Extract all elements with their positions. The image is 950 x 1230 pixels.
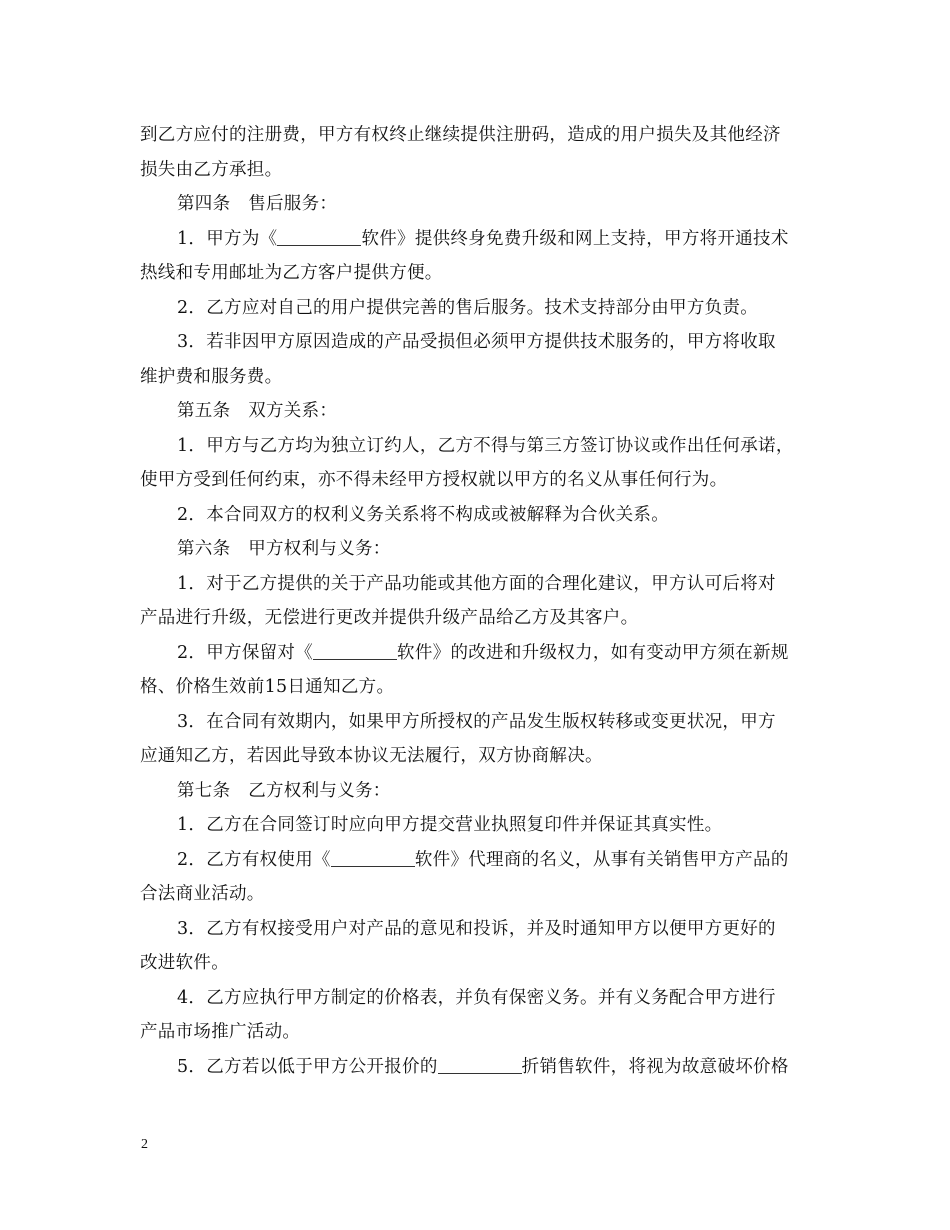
paragraph-line: 改进软件。 bbox=[140, 953, 229, 973]
paragraph-line: 3．若非因甲方原因造成的产品受损但必须甲方提供技术服务的，甲方将收取 bbox=[177, 332, 776, 352]
paragraph-line: 3．乙方有权接受用户对产品的意见和投诉，并及时通知甲方以便甲方更好的 bbox=[177, 918, 776, 939]
paragraph-line: 5．乙方若以低于甲方公开报价的 折销售软件，将视为故意破坏价格 bbox=[140, 1050, 820, 1085]
paragraph-line: 产品进行升级，无偿进行更改并提供升级产品给乙方及其客户。 bbox=[140, 608, 639, 628]
paragraph-line: 4．乙方应执行甲方制定的价格表，并负有保密义务。并有义务配合甲方进行 bbox=[177, 987, 776, 1008]
paragraph-line: 产品市场推广活动。 bbox=[140, 1022, 301, 1042]
paragraph-line: 2．本合同双方的权利义务关系将不构成或被解释为合伙关系。 bbox=[177, 504, 670, 525]
paragraph-line: 2．乙方有权使用《 软件》代理商的名义，从事有关销售甲方产品的 bbox=[140, 843, 820, 878]
fill-in-blank bbox=[313, 639, 397, 660]
paragraph-line: 1．乙方在合同签订时应向甲方提交营业执照复印件并保证其真实性。 bbox=[177, 815, 723, 835]
fill-in-blank bbox=[438, 1053, 522, 1074]
paragraph-line: 热线和专用邮址为乙方客户提供方便。 bbox=[140, 263, 443, 283]
paragraph-line: 损失由乙方承担。 bbox=[140, 159, 283, 180]
fill-in-blank bbox=[331, 846, 415, 867]
paragraph-line: 维护费和服务费。 bbox=[140, 366, 283, 387]
page-body bbox=[140, 118, 820, 1084]
paragraph-line: 使甲方受到任何约束，亦不得未经甲方授权就以甲方的名义从事任何行为。 bbox=[140, 470, 728, 490]
paragraph-line: 1．甲方为《 软件》提供终身免费升级和网上支持，甲方将开通技术 bbox=[140, 222, 820, 257]
paragraph-line: 2．乙方应对自己的用户提供完善的售后服务。技术支持部分由甲方负责。 bbox=[177, 297, 759, 318]
article-heading: 第六条 甲方权利与义务： bbox=[177, 539, 391, 559]
paragraph-line: 应通知乙方，若因此导致本协议无法履行，双方协商解决。 bbox=[140, 746, 603, 766]
paragraph-line: 合法商业活动。 bbox=[140, 884, 265, 904]
article-heading: 第四条 售后服务： bbox=[177, 194, 338, 214]
fill-in-blank bbox=[277, 225, 361, 246]
paragraph-line: 到乙方应付的注册费，甲方有权终止继续提供注册码，造成的用户损失及其他经济 bbox=[140, 125, 781, 145]
paragraph-line: 1．甲方与乙方均为独立订约人，乙方不得与第三方签订协议或作出任何承诺， bbox=[177, 435, 794, 456]
paragraph-line: 1．对于乙方提供的关于产品功能或其他方面的合理化建议，甲方认可后将对 bbox=[177, 573, 776, 594]
paragraph-line: 3．在合同有效期内，如果甲方所授权的产品发生版权转移或变更状况，甲方 bbox=[177, 711, 776, 732]
paragraph-line: 格、价格生效前15日通知乙方。 bbox=[140, 677, 395, 697]
article-heading: 第五条 双方关系： bbox=[177, 401, 338, 421]
article-heading: 第七条 乙方权利与义务： bbox=[177, 780, 391, 801]
paragraph-line: 2．甲方保留对《 软件》的改进和升级权力，如有变动甲方须在新规 bbox=[140, 636, 820, 671]
page-number: 2 bbox=[141, 1137, 148, 1152]
